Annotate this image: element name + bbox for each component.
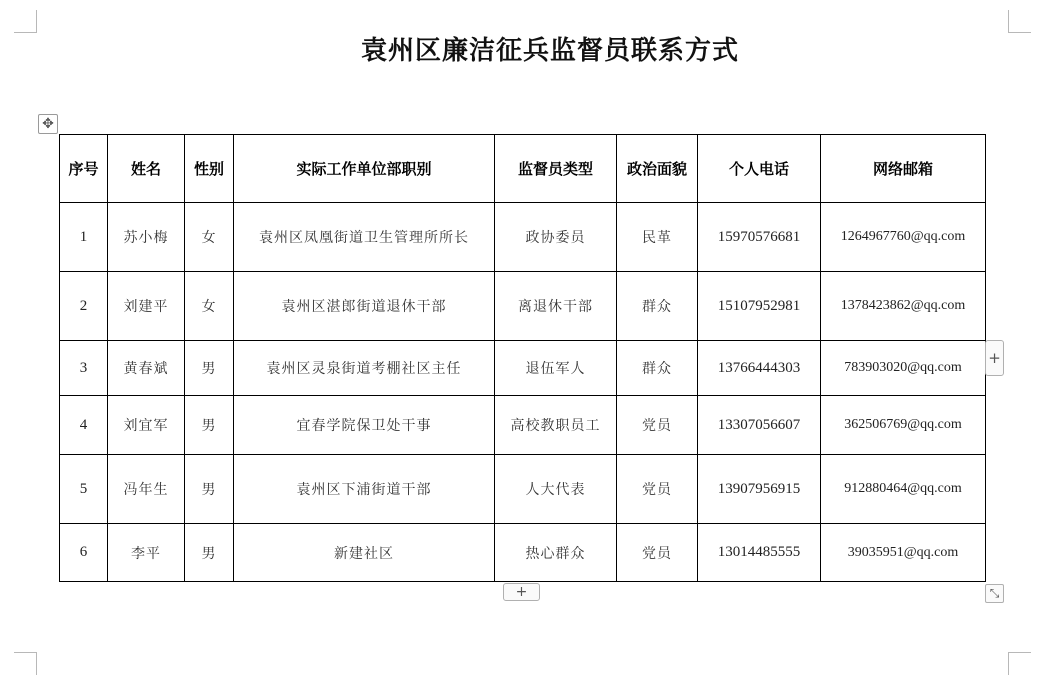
cell-workplace[interactable]: 袁州区凤凰街道卫生管理所所长: [234, 203, 495, 272]
header-email: 网络邮箱: [821, 135, 986, 203]
cell-index[interactable]: 1: [60, 203, 108, 272]
cell-index[interactable]: 2: [60, 272, 108, 341]
cell-workplace[interactable]: 袁州区湛郎街道退休干部: [234, 272, 495, 341]
table-resize-handle[interactable]: [985, 584, 1004, 603]
cell-supervisor-type[interactable]: 高校教职员工: [495, 396, 617, 455]
page-corner-marker: [14, 652, 37, 675]
cell-phone[interactable]: 13907956915: [698, 455, 821, 524]
cell-workplace[interactable]: 袁州区灵泉街道考棚社区主任: [234, 341, 495, 396]
table-row: [60, 396, 986, 455]
cell-index[interactable]: 3: [60, 341, 108, 396]
cell-political-status[interactable]: 民革: [617, 203, 698, 272]
cell-name[interactable]: 冯年生: [108, 455, 185, 524]
cell-supervisor-type[interactable]: 热心群众: [495, 524, 617, 582]
cell-gender[interactable]: 男: [185, 341, 234, 396]
resize-icon: ⤡: [989, 586, 1000, 600]
cell-name[interactable]: 黄春斌: [108, 341, 185, 396]
header-workplace: 实际工作单位部职别: [234, 135, 495, 203]
plus-icon: +: [515, 584, 528, 600]
cell-phone[interactable]: 15970576681: [698, 203, 821, 272]
cell-gender[interactable]: 女: [185, 272, 234, 341]
header-index: 序号: [60, 135, 108, 203]
header-phone: 个人电话: [698, 135, 821, 203]
cell-email[interactable]: 1264967760@qq.com: [821, 203, 986, 272]
cell-gender[interactable]: 女: [185, 203, 234, 272]
table-header-row: [60, 135, 986, 203]
cell-political-status[interactable]: 群众: [617, 341, 698, 396]
cell-political-status[interactable]: 党员: [617, 455, 698, 524]
cell-email[interactable]: 39035951@qq.com: [821, 524, 986, 582]
cell-gender[interactable]: 男: [185, 396, 234, 455]
header-gender: 性别: [185, 135, 234, 203]
header-supervisor-type: 监督员类型: [495, 135, 617, 203]
add-row-button[interactable]: [503, 583, 540, 601]
move-icon: ✥: [42, 116, 54, 132]
table-row: [60, 455, 986, 524]
cell-workplace[interactable]: 袁州区下浦街道干部: [234, 455, 495, 524]
table-row: [60, 272, 986, 341]
cell-email[interactable]: 912880464@qq.com: [821, 455, 986, 524]
cell-supervisor-type[interactable]: 人大代表: [495, 455, 617, 524]
cell-email[interactable]: 783903020@qq.com: [821, 341, 986, 396]
cell-index[interactable]: 4: [60, 396, 108, 455]
header-name: 姓名: [108, 135, 185, 203]
cell-email[interactable]: 1378423862@qq.com: [821, 272, 986, 341]
cell-phone[interactable]: 15107952981: [698, 272, 821, 341]
cell-political-status[interactable]: 党员: [617, 524, 698, 582]
cell-name[interactable]: 刘建平: [108, 272, 185, 341]
table-row: [60, 203, 986, 272]
cell-gender[interactable]: 男: [185, 455, 234, 524]
cell-name[interactable]: 刘宜军: [108, 396, 185, 455]
cell-workplace[interactable]: 新建社区: [234, 524, 495, 582]
cell-supervisor-type[interactable]: 离退休干部: [495, 272, 617, 341]
cell-name[interactable]: 李平: [108, 524, 185, 582]
cell-supervisor-type[interactable]: 政协委员: [495, 203, 617, 272]
cell-email[interactable]: 362506769@qq.com: [821, 396, 986, 455]
cell-phone[interactable]: 13307056607: [698, 396, 821, 455]
cell-index[interactable]: 5: [60, 455, 108, 524]
cell-phone[interactable]: 13014485555: [698, 524, 821, 582]
cell-name[interactable]: 苏小梅: [108, 203, 185, 272]
cell-political-status[interactable]: 群众: [617, 272, 698, 341]
plus-icon: +: [988, 349, 1001, 367]
table-row: [60, 524, 986, 582]
page-corner-marker: [1008, 652, 1031, 675]
cell-workplace[interactable]: 宜春学院保卫处干事: [234, 396, 495, 455]
cell-political-status[interactable]: 党员: [617, 396, 698, 455]
supervisor-contact-table: [59, 134, 986, 582]
cell-supervisor-type[interactable]: 退伍军人: [495, 341, 617, 396]
header-political-status: 政治面貌: [617, 135, 698, 203]
cell-phone[interactable]: 13766444303: [698, 341, 821, 396]
cell-index[interactable]: 6: [60, 524, 108, 582]
table-row: [60, 341, 986, 396]
document-title: 袁州区廉洁征兵监督员联系方式: [360, 36, 739, 66]
table-move-handle[interactable]: [38, 114, 58, 134]
add-column-button[interactable]: [985, 340, 1004, 376]
cell-gender[interactable]: 男: [185, 524, 234, 582]
